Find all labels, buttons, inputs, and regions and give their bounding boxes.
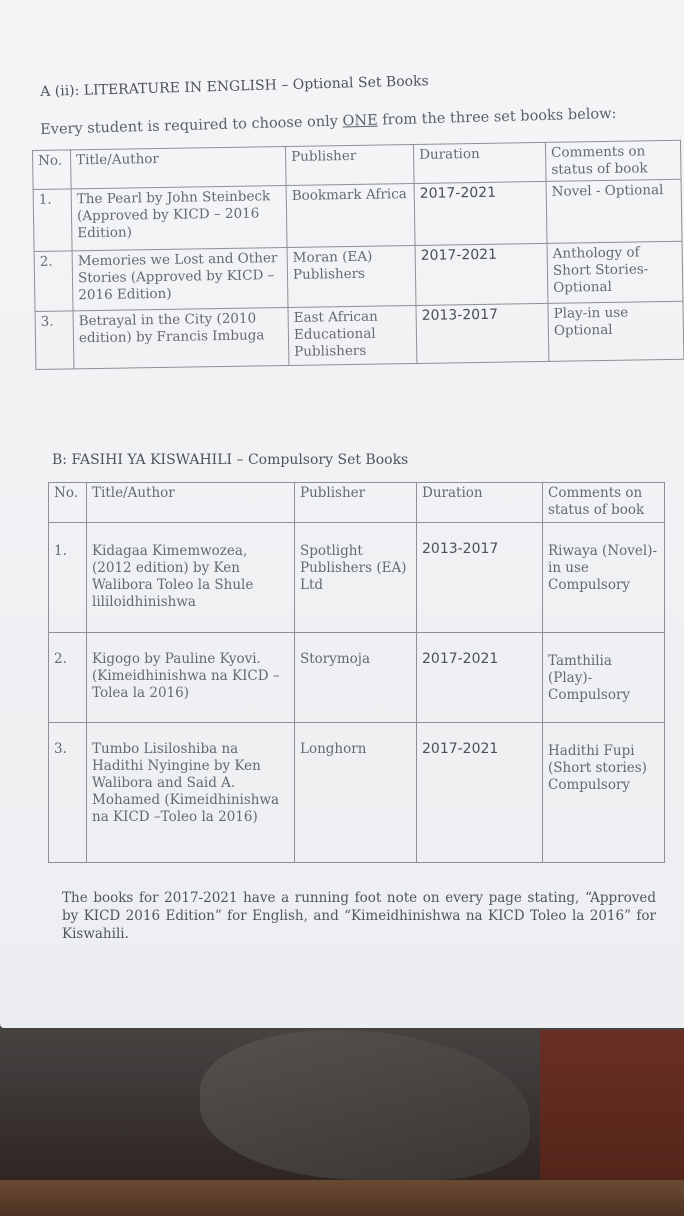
row-publisher: East African Educational Publishers [288, 305, 417, 365]
header-title: Title/Author [71, 147, 287, 189]
row-publisher: Storymoja [295, 633, 417, 723]
row-comment: Anthology of Short Stories- Optional [547, 241, 683, 303]
row-no: 2. [49, 633, 87, 723]
row-duration: 2017-2021 [414, 181, 547, 245]
row-comment: Play-in use Optional [548, 301, 684, 361]
row-publisher: Spotlight Publishers (EA) Ltd [295, 523, 417, 633]
table-row [49, 723, 665, 863]
row-comment: Hadithi Fupi (Short stories) Compulsory [543, 723, 665, 863]
row-publisher: Bookmark Africa [286, 183, 415, 247]
footnote: The books for 2017-2021 have a running foot note on every page stating, “Approved by KICD 2016 Edition” for English, and “Kimeidhinishwa na KICD Toleo la 2016” for Kiswahili. [62, 890, 656, 942]
row-duration: 2017-2021 [417, 723, 543, 863]
row-no: 1. [49, 523, 87, 633]
fasihi-ya-kiswahili-table [48, 482, 665, 863]
header-title: Title/Author [87, 483, 295, 523]
instruction-text-end: from the three set books below: [377, 105, 617, 129]
row-title: Tumbo Lisiloshiba na Hadithi Nyingine by Ken Walibora and Said A. Mohamed (Kimeidhinishwa na KICD –Toleo la 2016) [87, 723, 295, 863]
instruction-text-start: Every student is required to choose only [40, 113, 343, 138]
header-no: No. [33, 150, 72, 189]
row-duration: 2017-2021 [417, 633, 543, 723]
row-title: Memories we Lost and Other Stories (Approved by KICD – 2016 Edition) [72, 247, 288, 310]
row-comment: Riwaya (Novel)-in use Compulsory [543, 523, 665, 633]
header-publisher: Publisher [295, 483, 417, 523]
table-row [49, 633, 665, 723]
chair-background [540, 1030, 684, 1190]
row-duration: 2017-2021 [415, 243, 548, 305]
header-publisher: Publisher [285, 145, 414, 186]
row-no: 1. [33, 189, 72, 252]
header-duration: Duration [413, 142, 546, 183]
header-duration: Duration [417, 483, 543, 523]
row-comment: Novel - Optional [546, 179, 682, 243]
row-duration: 2013-2017 [416, 303, 549, 363]
section-a-heading: A (ii): LITERATURE IN ENGLISH – Optional Set Books [40, 73, 429, 100]
section-a-instruction [40, 106, 617, 138]
header-comments: Comments on status of book [545, 140, 681, 181]
table-row [33, 179, 682, 251]
table-row [35, 301, 684, 369]
row-duration: 2013-2017 [417, 523, 543, 633]
header-comments: Comments on status of book [543, 483, 665, 523]
header-no: No. [49, 483, 87, 523]
section-b-heading: B: FASIHI YA KISWAHILI – Compulsory Set Books [52, 452, 409, 468]
instruction-emphasis: ONE [342, 112, 378, 130]
table-row [34, 241, 683, 311]
row-title: Kigogo by Pauline Kyovi. (Kimeidhinishwa na KICD – Tolea la 2016) [87, 633, 295, 723]
table-header-row [49, 483, 665, 523]
row-title: Kidagaa Kimemwozea, (2012 edition) by Ken Walibora Toleo la Shule lililoidhinishwa [87, 523, 295, 633]
row-title: The Pearl by John Steinbeck (Approved by KICD – 2016 Edition) [71, 185, 287, 250]
row-title: Betrayal in the City (2010 edition) by Francis Imbuga [73, 307, 289, 368]
literature-in-english-table [32, 140, 684, 370]
row-no: 2. [34, 251, 73, 312]
row-no: 3. [49, 723, 87, 863]
table-row [49, 523, 665, 633]
row-no: 3. [35, 311, 74, 370]
wooden-surface [0, 1180, 684, 1216]
row-publisher: Longhorn [295, 723, 417, 863]
row-comment: Tamthilia (Play)- Compulsory [543, 633, 665, 723]
row-publisher: Moran (EA) Publishers [287, 245, 416, 307]
